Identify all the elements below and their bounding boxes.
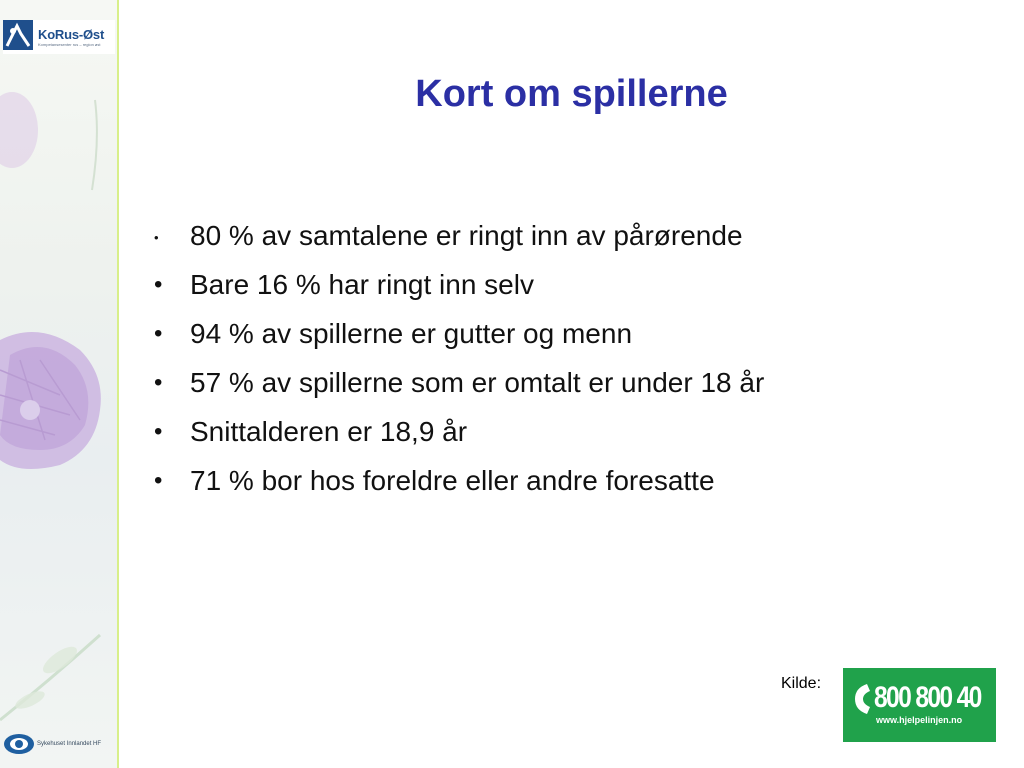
bullet-text: 71 % bor hos foreldre eller andre foresatte bbox=[190, 465, 715, 496]
bullet-text: Snittalderen er 18,9 år bbox=[190, 416, 468, 447]
slide-title: Kort om spillerne bbox=[415, 73, 728, 115]
flower-decoration-bottom bbox=[0, 540, 117, 740]
bullet-marker: • bbox=[154, 271, 163, 298]
bullet-text: 80 % av samtalene er ringt inn av pårørende bbox=[190, 220, 743, 251]
korus-ost-logo-subtitle: Kompetansesenter rus – region øst bbox=[38, 42, 101, 47]
korus-ost-logo-title: KoRus-Øst bbox=[38, 27, 105, 42]
bullet-marker: • bbox=[154, 369, 163, 396]
sykehuset-innlandet-logo bbox=[3, 732, 115, 756]
helpline-url: www.hjelpelinjen.no bbox=[876, 715, 963, 725]
hjelpelinjen-logo bbox=[843, 668, 996, 742]
bullet-marker: • bbox=[154, 467, 163, 494]
bullet-marker: • bbox=[154, 320, 163, 347]
bullet-marker: • bbox=[154, 418, 163, 445]
korus-ost-logo bbox=[3, 20, 115, 54]
korus-ost-logo-icon bbox=[3, 20, 35, 52]
bullet-text: Bare 16 % har ringt inn selv bbox=[190, 269, 534, 300]
flower-decoration-middle bbox=[0, 300, 117, 540]
flower-decoration-top bbox=[0, 60, 117, 260]
decorative-sidebar bbox=[0, 0, 117, 768]
sykehuset-innlandet-logo-text: Sykehuset Innlandet HF bbox=[37, 741, 102, 747]
sykehuset-innlandet-logo-icon bbox=[3, 732, 35, 756]
source-label: Kilde: bbox=[781, 675, 822, 692]
phone-handset-icon bbox=[851, 682, 873, 716]
bullet-text: 94 % av spillerne er gutter og menn bbox=[190, 318, 633, 349]
bullet-marker: • bbox=[154, 230, 159, 245]
bullet-text: 57 % av spillerne som er omtalt er under 18 år bbox=[190, 367, 765, 398]
helpline-number: 800 800 40 bbox=[874, 681, 981, 714]
